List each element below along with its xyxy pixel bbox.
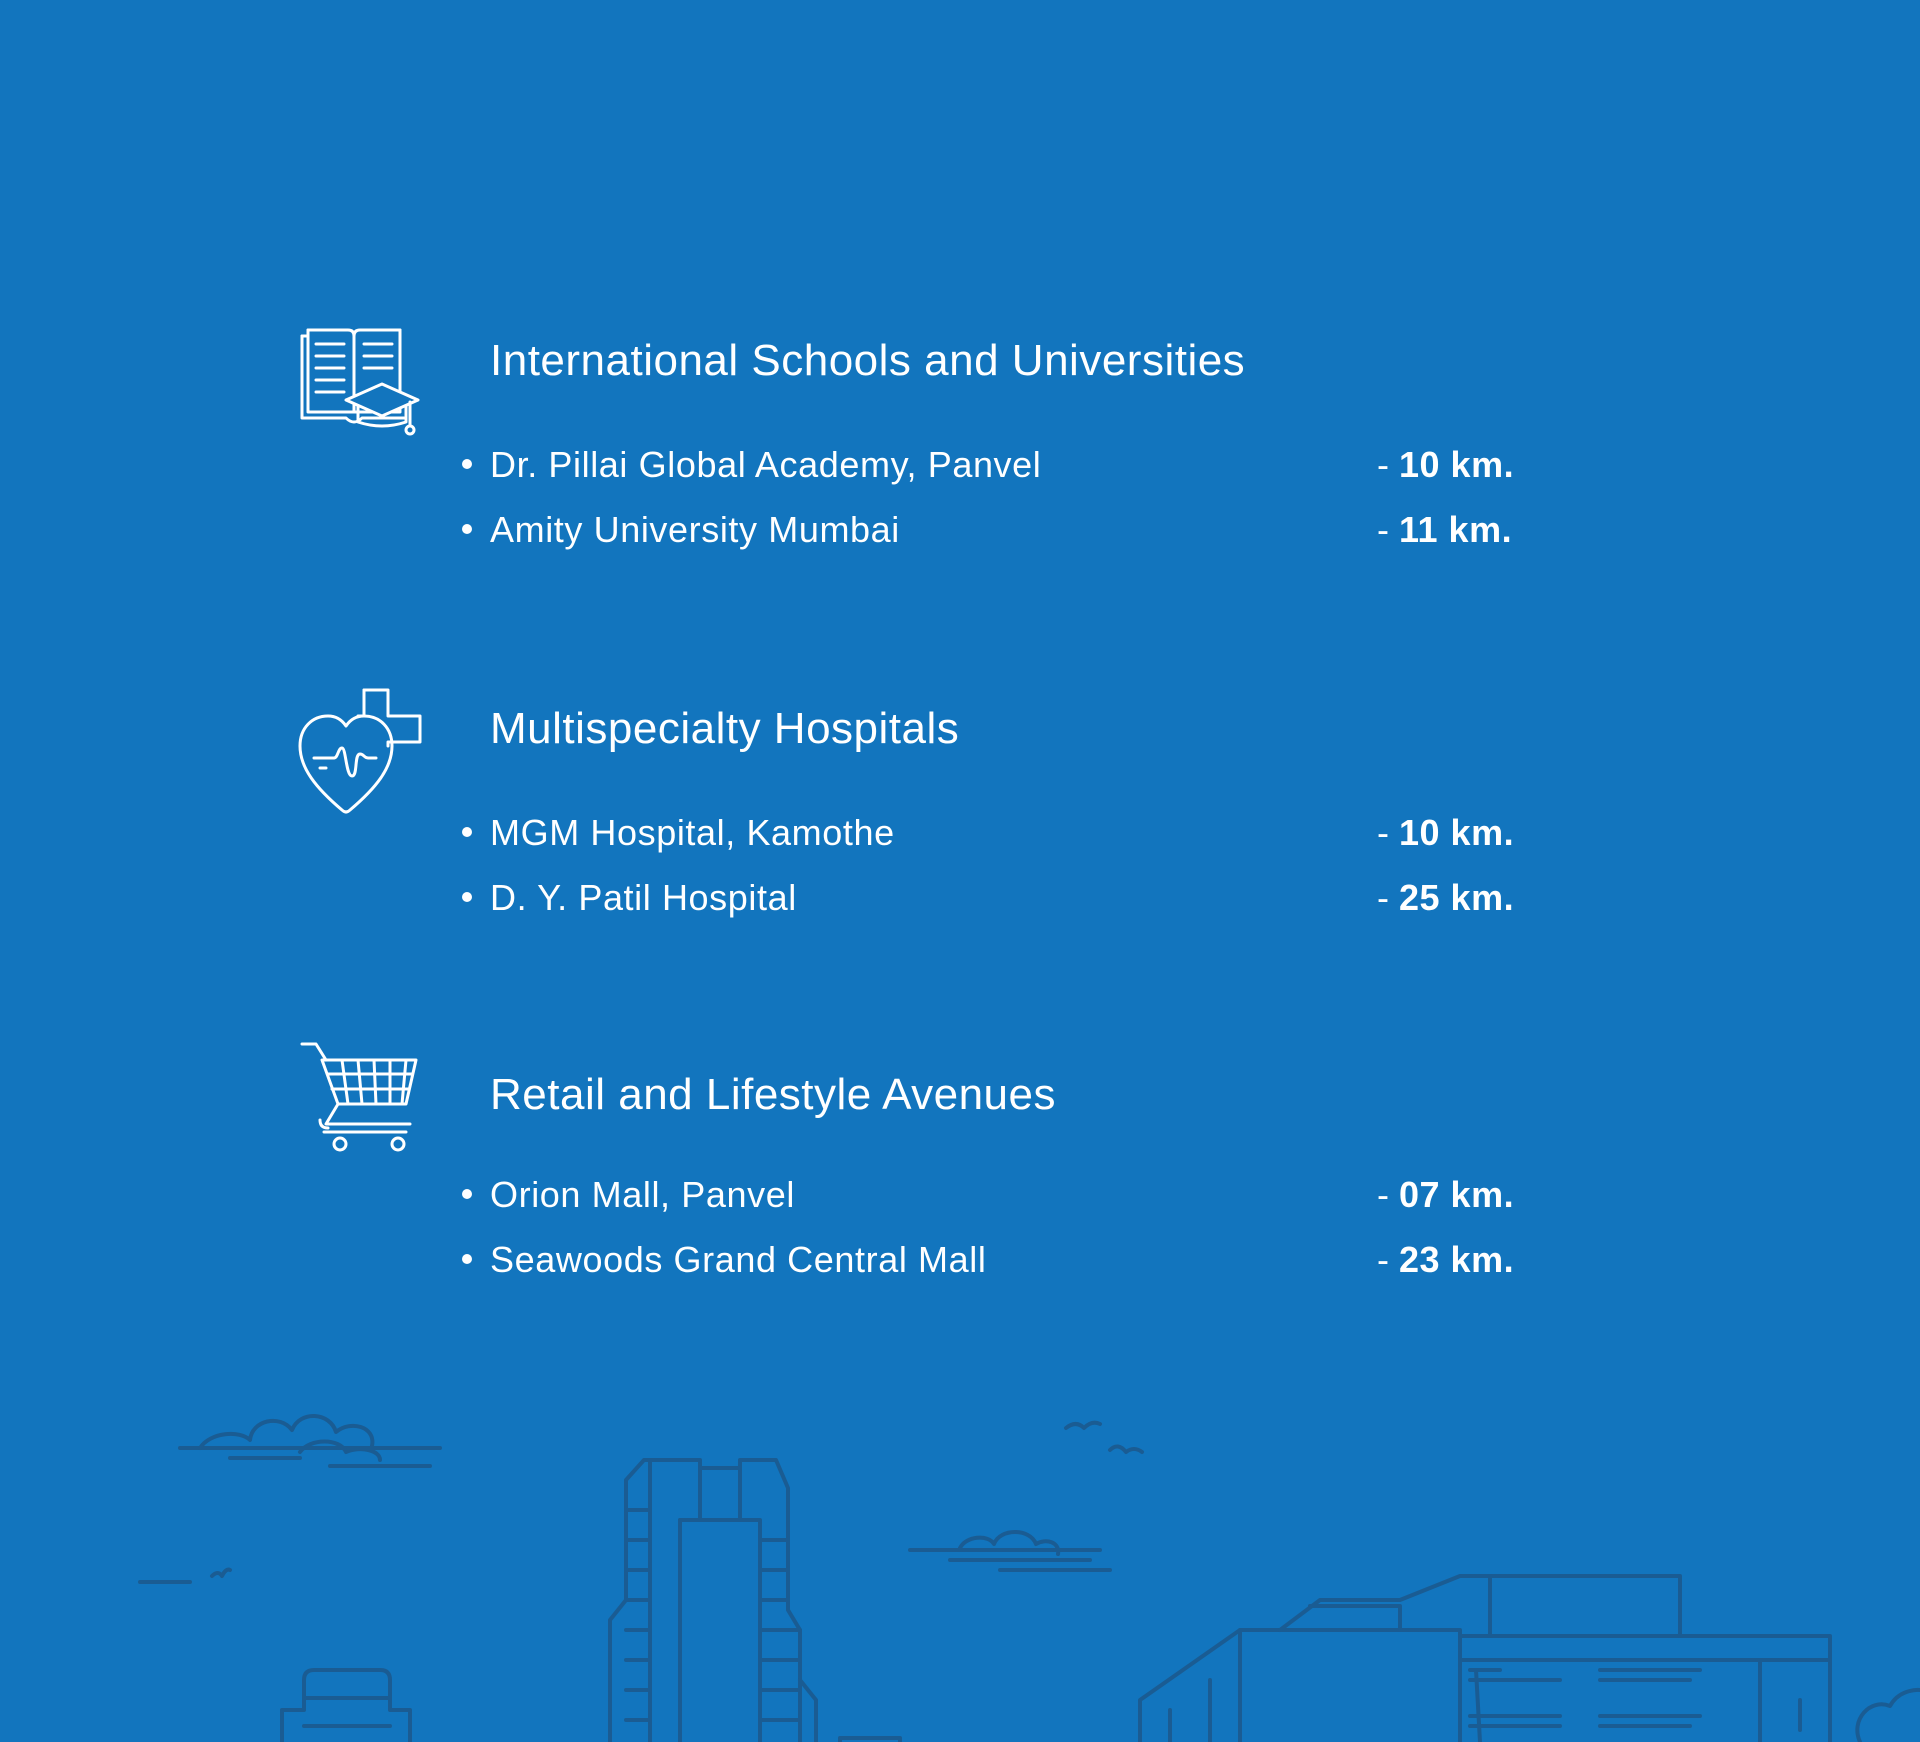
item-distance	[1377, 1170, 1514, 1220]
bullet-icon	[462, 459, 472, 469]
list-item	[462, 1235, 1522, 1285]
bullet-icon	[462, 1254, 472, 1264]
cloud-icon	[1857, 1690, 1920, 1742]
item-name: D. Y. Patil Hospital	[490, 877, 797, 918]
office-complex-icon	[1140, 1576, 1830, 1742]
cloud-icon	[910, 1532, 1110, 1570]
bullet-icon	[462, 827, 472, 837]
distance-value: 10 km.	[1399, 444, 1515, 485]
section-title: International Schools and Universities	[490, 336, 1246, 385]
distance-dash: -	[1377, 812, 1389, 853]
cloud-icon	[180, 1416, 440, 1466]
list-item	[462, 808, 1522, 858]
heart-medical-cross-icon	[296, 688, 424, 814]
distance-value: 25 km.	[1399, 877, 1515, 918]
list-item	[462, 505, 1522, 555]
item-name: MGM Hospital, Kamothe	[490, 812, 895, 853]
item-distance	[1377, 440, 1514, 490]
distance-dash: -	[1377, 1239, 1389, 1280]
item-distance	[1377, 873, 1514, 923]
city-skyline-illustration	[0, 1380, 1920, 1742]
tower-building-icon	[610, 1460, 816, 1742]
bullet-icon	[462, 524, 472, 534]
list-item	[462, 1170, 1522, 1220]
distance-value: 23 km.	[1399, 1239, 1515, 1280]
book-graduation-cap-icon	[300, 322, 420, 437]
section-title: Multispecialty Hospitals	[490, 704, 960, 753]
distance-value: 11 km.	[1399, 509, 1513, 550]
bullet-icon	[462, 1189, 472, 1199]
item-distance	[1377, 808, 1514, 858]
bullet-icon	[462, 892, 472, 902]
item-name: Amity University Mumbai	[490, 509, 900, 550]
low-building-icon	[840, 1738, 900, 1742]
shopping-cart-icon	[300, 1040, 420, 1154]
list-item	[462, 440, 1522, 490]
item-name: Dr. Pillai Global Academy, Panvel	[490, 444, 1042, 485]
distance-value: 07 km.	[1399, 1174, 1515, 1215]
section-title: Retail and Lifestyle Avenues	[490, 1070, 1056, 1119]
small-building-icon	[282, 1670, 410, 1742]
item-distance	[1377, 1235, 1514, 1285]
distance-dash: -	[1377, 444, 1389, 485]
distance-dash: -	[1377, 877, 1389, 918]
distance-dash: -	[1377, 1174, 1389, 1215]
distance-value: 10 km.	[1399, 812, 1515, 853]
item-name: Orion Mall, Panvel	[490, 1174, 795, 1215]
list-item	[462, 873, 1522, 923]
distance-dash: -	[1377, 509, 1389, 550]
item-distance	[1377, 505, 1512, 555]
item-name: Seawoods Grand Central Mall	[490, 1239, 987, 1280]
